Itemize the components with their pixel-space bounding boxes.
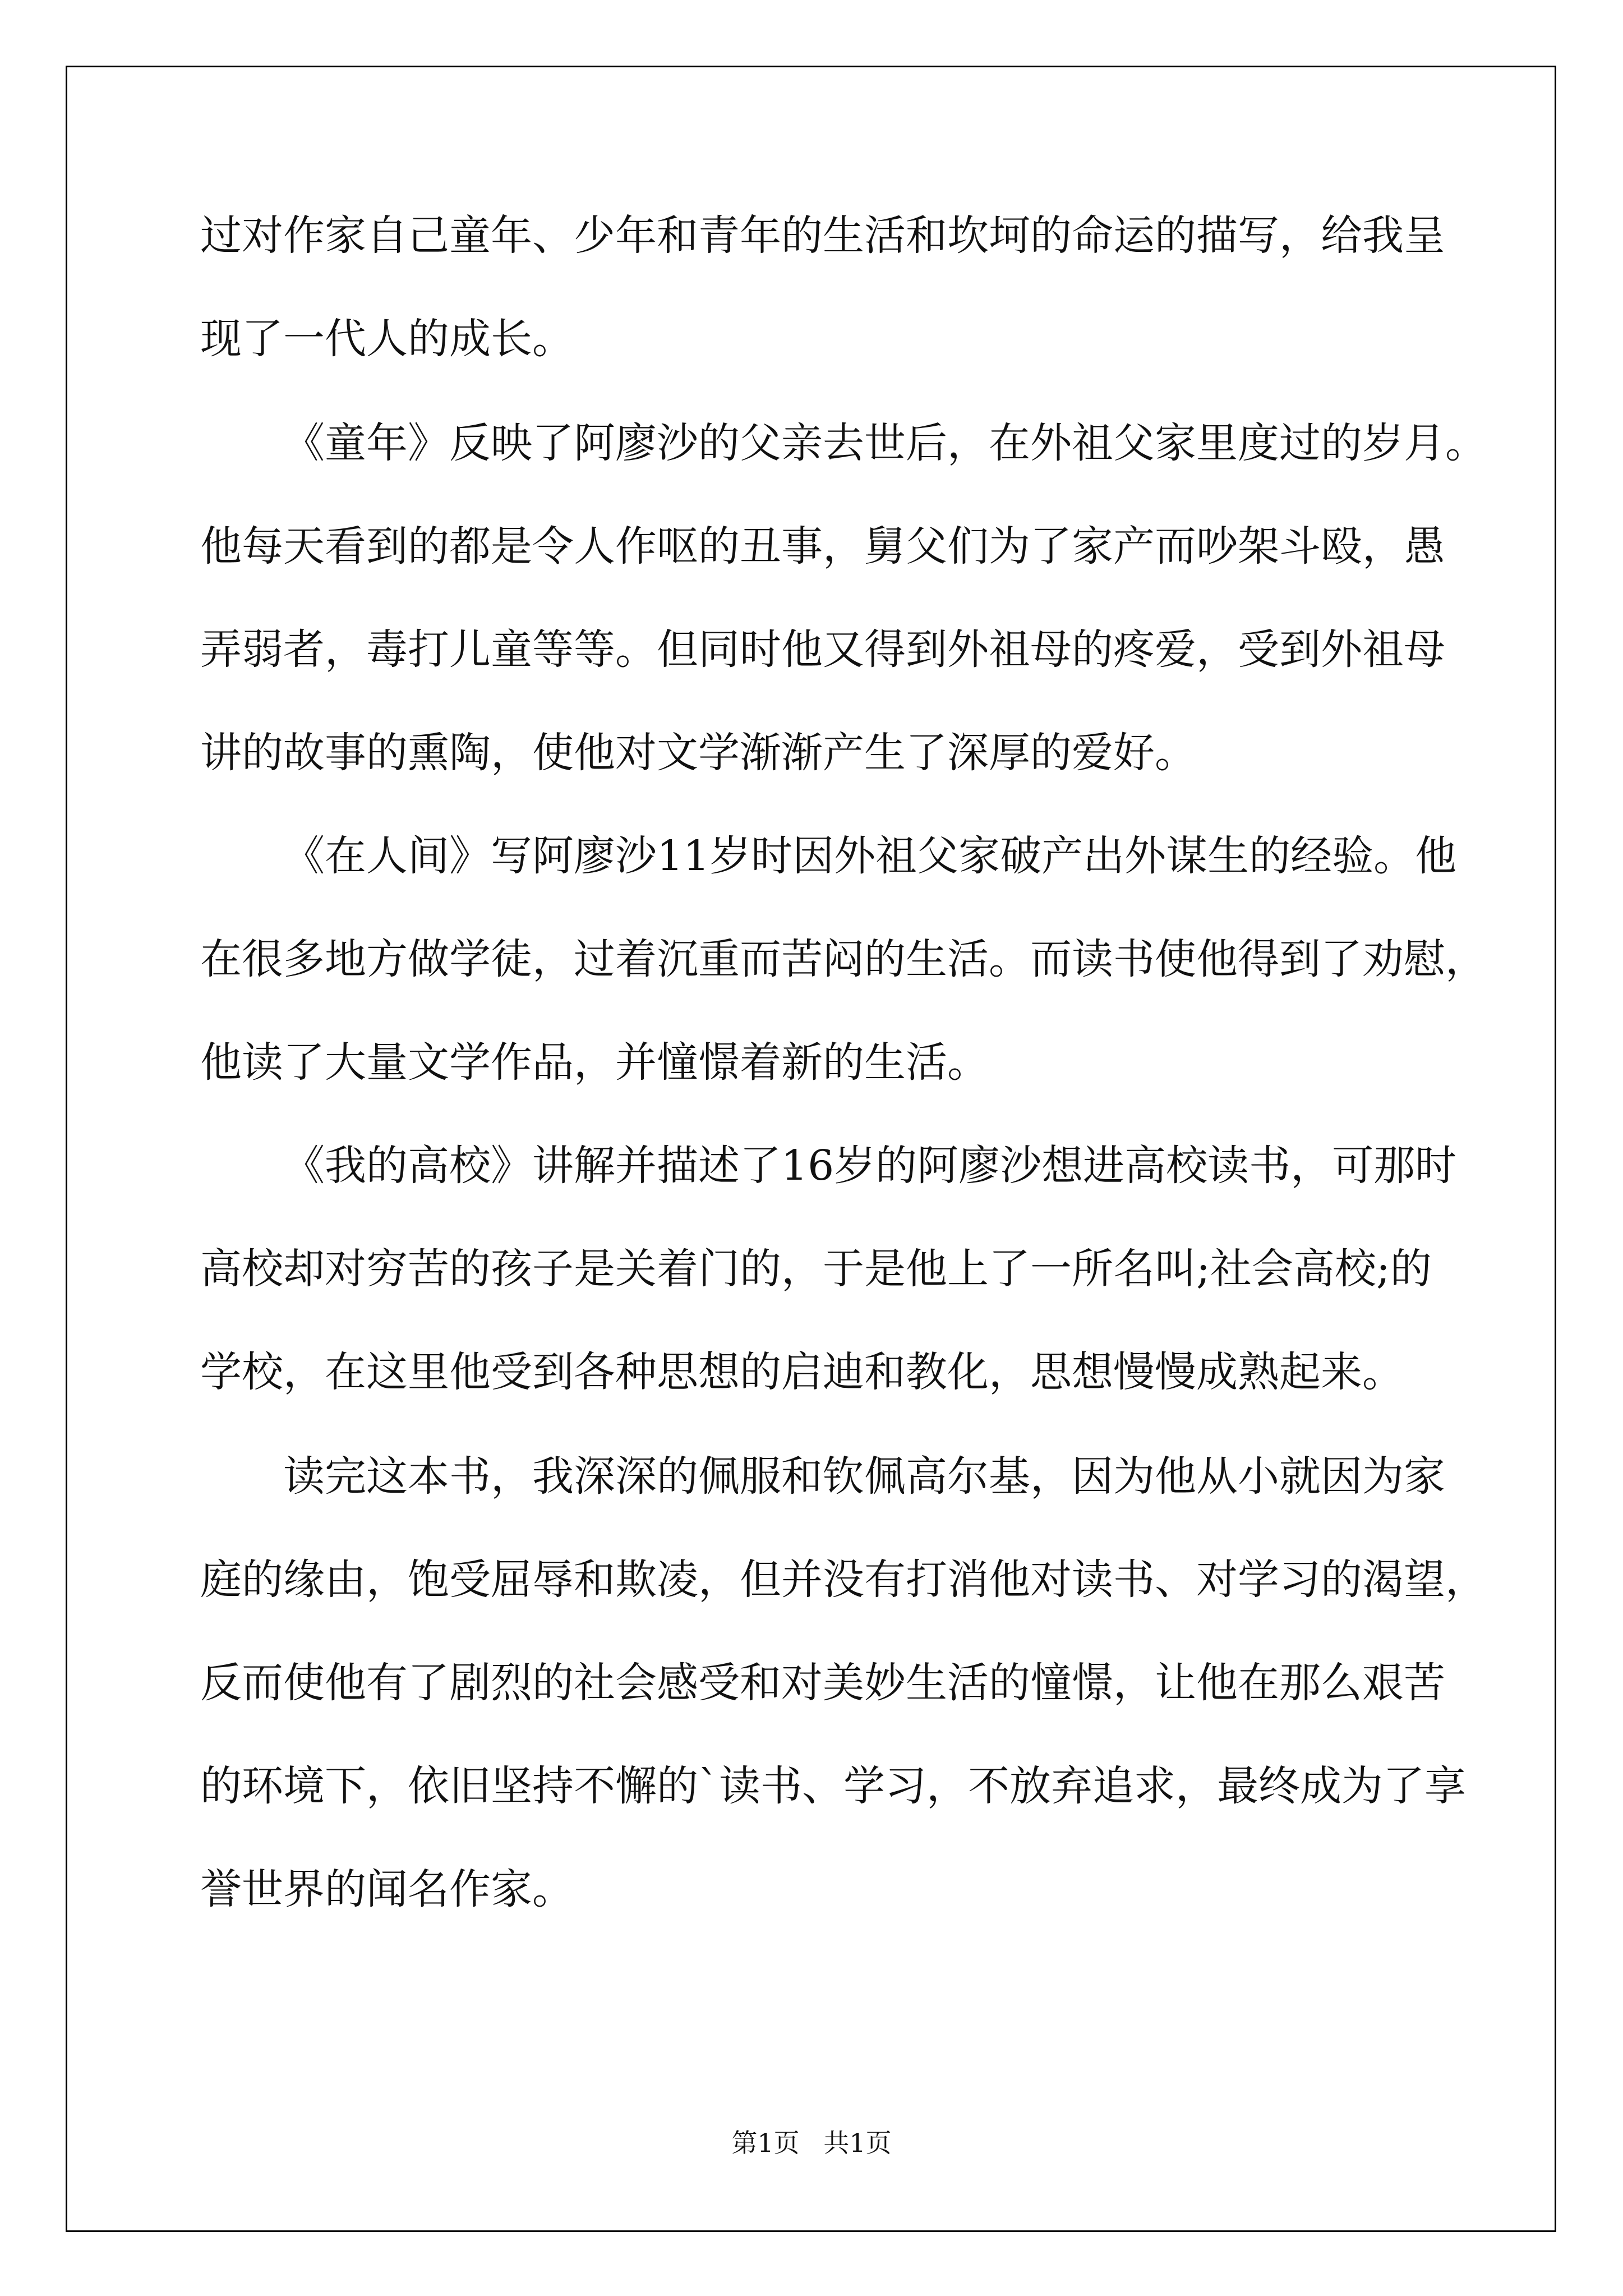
text-line: 读完这本书，我深深的佩服和钦佩高尔基，因为他从小就因为家 xyxy=(283,1452,1445,1501)
page-number-current: 第1页 xyxy=(731,2128,800,2158)
text-line: 弄弱者，毒打儿童等等。但同时他又得到外祖母的疼爱，受到外祖母 xyxy=(200,625,1445,674)
text-line: 《在人间》写阿廖沙11岁时因外祖父家破产出外谋生的经验。他 xyxy=(283,832,1457,880)
text-line: 高校却对穷苦的孩子是关着门的，于是他上了一所名叫;社会高校;的 xyxy=(200,1245,1432,1293)
text-line: 他读了大量文学作品，并憧憬着新的生活。 xyxy=(200,1038,989,1087)
text-line: 《我的高校》讲解并描述了16岁的阿廖沙想进高校读书，可那时 xyxy=(283,1142,1457,1190)
text-line: 他每天看到的都是令人作呕的丑事，舅父们为了家产而吵架斗殴，愚 xyxy=(200,522,1445,570)
text-line: 反而使他有了剧烈的社会感受和对美妙生活的憧憬，让他在那么艰苦 xyxy=(200,1659,1445,1707)
page-footer xyxy=(0,2126,1623,2160)
text-line: 现了一代人的成长。 xyxy=(200,315,574,363)
page-number-total: 共1页 xyxy=(823,2128,892,2158)
text-line: 在很多地方做学徒，过着沉重而苦闷的生活。而读书使他得到了劝慰， xyxy=(200,935,1487,983)
text-line: 庭的缘由，饱受屈辱和欺凌，但并没有打消他对读书、对学习的渴望， xyxy=(200,1556,1487,1604)
text-line: 的环境下，依旧坚持不懈的`读书、学习，不放弃追求，最终成为了享 xyxy=(200,1762,1466,1810)
text-line: 《童年》反映了阿廖沙的父亲去世后，在外祖父家里度过的岁月。 xyxy=(283,419,1487,467)
text-line: 誉世界的闻名作家。 xyxy=(200,1865,574,1913)
text-line: 过对作家自己童年、少年和青年的生活和坎坷的命运的描写，给我呈 xyxy=(200,211,1445,260)
text-line: 学校，在这里他受到各种思想的启迪和教化，思想慢慢成熟起来。 xyxy=(200,1348,1404,1396)
text-line: 讲的故事的熏陶，使他对文学渐渐产生了深厚的爱好。 xyxy=(200,729,1196,777)
